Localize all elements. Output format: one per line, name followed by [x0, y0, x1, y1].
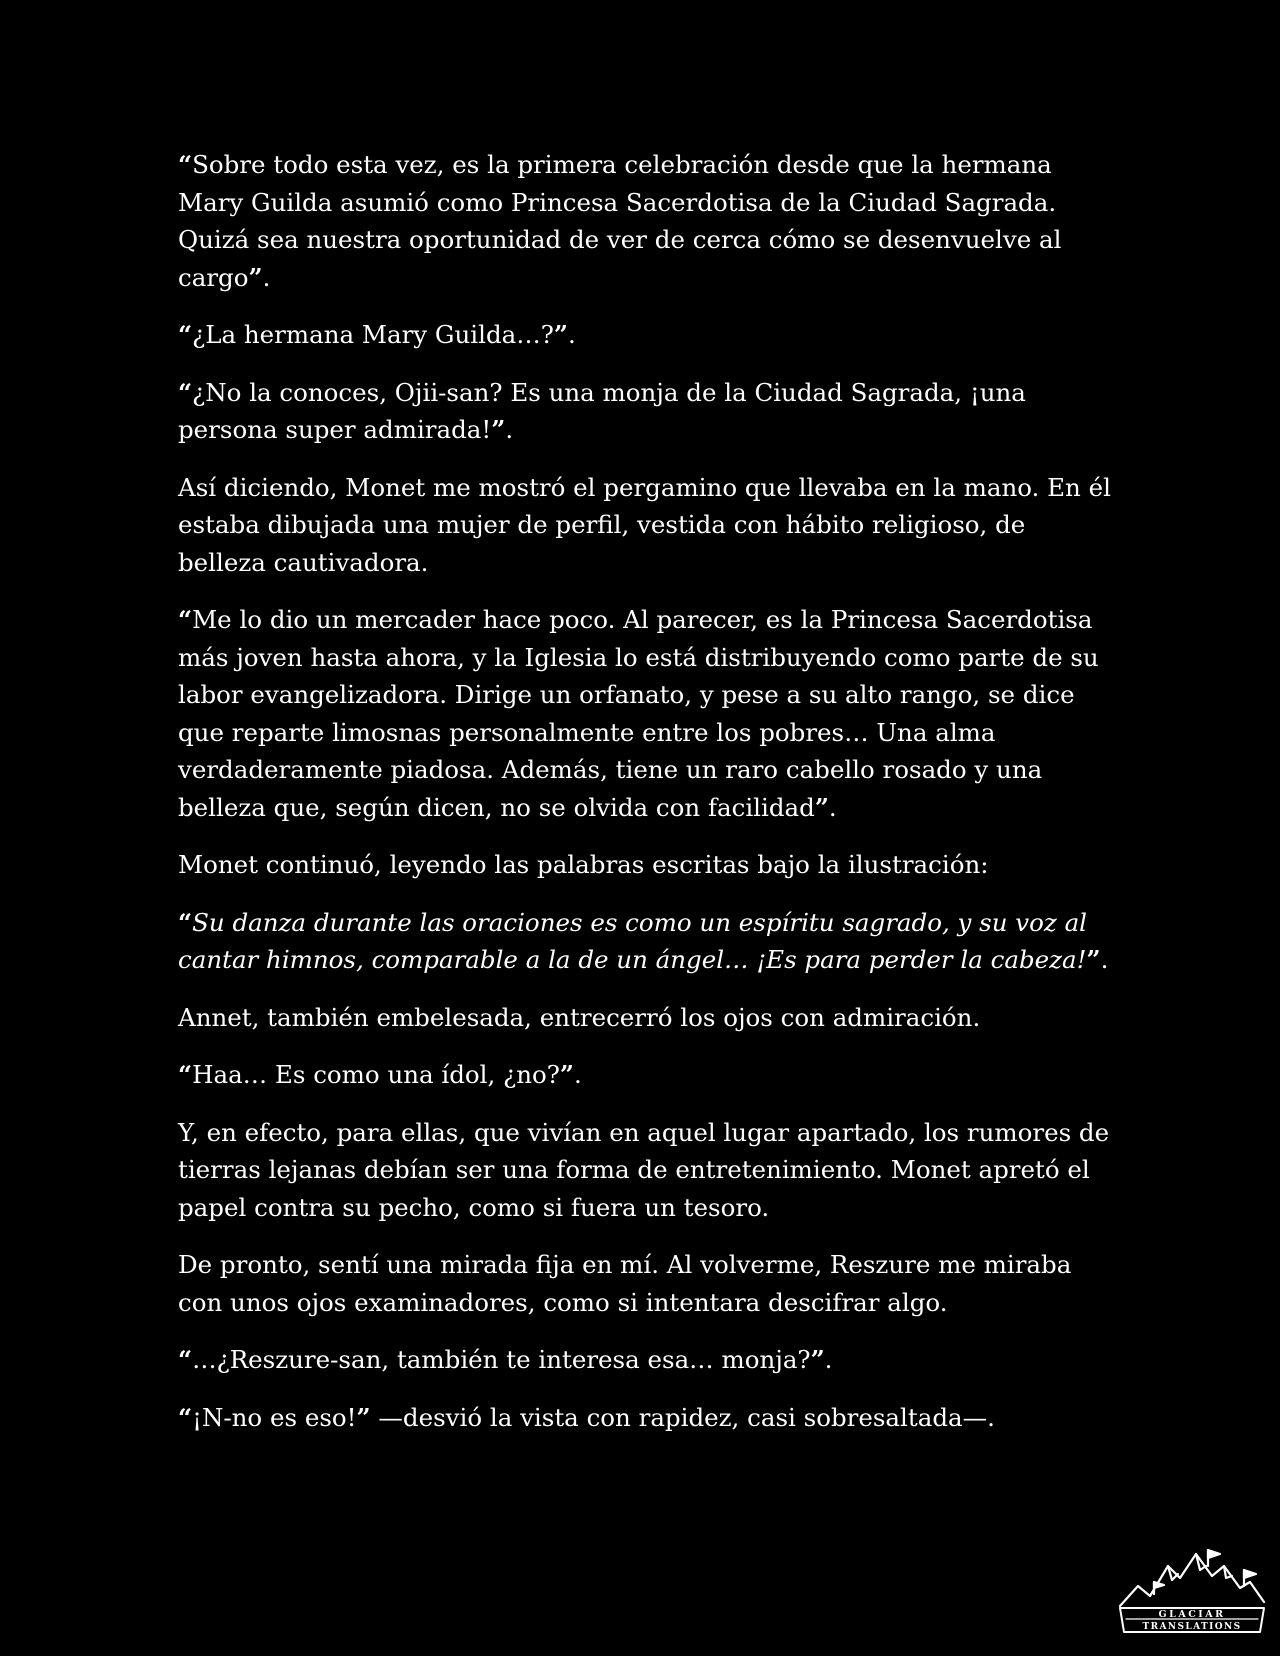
open-quote: “: [178, 1345, 193, 1374]
paragraph-text: Y, en efecto, para ellas, que vivían en aquel lugar apartado, los rumores de tierras lejanas debían ser una forma de entretenimiento. Monet apretó el papel contra su pecho, como si fuera un tesoro.: [178, 1117, 1110, 1222]
open-quote: “: [178, 320, 193, 349]
paragraph-text: Me lo dio un mercader hace poco. Al parecer, es la Princesa Sacerdotisa más joven hasta ahora, y la Iglesia lo está distribuyendo como parte de su labor evangelizadora. Dirige un orfanato, y pese a su alto rango, se dice que reparte limosnas personalmente entre los pobres… Una alma verdaderamente piadosa. Además, tiene un raro cabello rosado y una belleza que, según dicen, no se olvida con facilidad: [178, 605, 1099, 822]
paragraph-tail: .: [573, 1060, 582, 1089]
close-quote: ”: [356, 1402, 371, 1432]
paragraph-10: [178, 1114, 1118, 1227]
logo-line-2: TRANSLATIONS: [1142, 1622, 1242, 1632]
paragraph-9: [178, 1056, 1118, 1094]
paragraph-text: De pronto, sentí una mirada fija en mí. Al volverme, Reszure me miraba con unos ojos examinadores, como si intentara descifrar algo.: [178, 1250, 1072, 1317]
paragraph-text: Sobre todo esta vez, es la primera celebración desde que la hermana Mary Guilda asumió como Princesa Sacerdotisa de la Ciudad Sagrada. Quizá sea nuestra oportunidad de ver de cerca cómo se desenvuelve al cargo: [178, 150, 1062, 292]
paragraph-tail: .: [262, 262, 271, 292]
open-quote: “: [178, 1402, 193, 1432]
open-quote: “: [178, 907, 193, 937]
document-body: [178, 146, 1118, 1456]
open-quote: “: [178, 150, 193, 179]
paragraph-4: [178, 469, 1118, 582]
paragraph-tail: —desvió la vista con rapidez, casi sobresaltada—.: [370, 1402, 995, 1432]
paragraph-3: [178, 374, 1118, 449]
paragraph-text: Su danza durante las oraciones es como un espíritu sagrado, y su voz al cantar himnos, comparable a la de un ángel… ¡Es para perder la cabeza!: [178, 907, 1088, 974]
glaciar-translations-logo: [1116, 1536, 1268, 1636]
paragraph-tail: .: [828, 792, 837, 822]
paragraph-8: [178, 999, 1118, 1037]
open-quote: “: [178, 605, 193, 634]
paragraph-12: [178, 1341, 1118, 1379]
close-quote: ”: [248, 262, 263, 292]
paragraph-1: [178, 146, 1118, 296]
close-quote: ”: [814, 792, 829, 822]
close-quote: ”: [810, 1345, 825, 1374]
paragraph-text: Monet continuó, leyendo las palabras escritas bajo la ilustración:: [178, 850, 989, 879]
paragraph-11: [178, 1246, 1118, 1321]
paragraph-text: Annet, también embelesada, entrecerró los ojos con admiración.: [178, 1002, 981, 1032]
paragraph-text: Haa… Es como una ídol, ¿no?: [192, 1060, 560, 1089]
paragraph-text: …¿Reszure-san, también te interesa esa… monja?: [192, 1345, 811, 1374]
close-quote: ”: [559, 1060, 574, 1089]
paragraph-5: [178, 601, 1118, 826]
close-quote: ”: [1086, 945, 1101, 974]
paragraph-2: [178, 316, 1118, 354]
paragraph-tail: .: [505, 415, 514, 444]
paragraph-tail: .: [567, 320, 576, 349]
paragraph-text: ¡N-no es eso!: [192, 1402, 357, 1432]
paragraph-text: ¿La hermana Mary Guilda…?: [192, 320, 554, 349]
logo-line-1: GLACIAR: [1158, 1609, 1226, 1620]
open-quote: “: [178, 377, 193, 407]
paragraph-text: Así diciendo, Monet me mostró el pergamino que llevaba en la mano. En él estaba dibujada una mujer de perfil, vestida con hábito religioso, de belleza cautivadora.: [178, 472, 1111, 577]
paragraph-tail: .: [1100, 945, 1109, 974]
close-quote: ”: [553, 320, 568, 349]
paragraph-6: [178, 846, 1118, 884]
open-quote: “: [178, 1060, 193, 1089]
close-quote: ”: [491, 415, 506, 444]
paragraph-tail: .: [824, 1345, 833, 1374]
paragraph-text: ¿No la conoces, Ojii-san? Es una monja de la Ciudad Sagrada, ¡una persona super admirada!: [178, 377, 1026, 444]
paragraph-7: [178, 904, 1118, 979]
paragraph-13: [178, 1399, 1118, 1437]
